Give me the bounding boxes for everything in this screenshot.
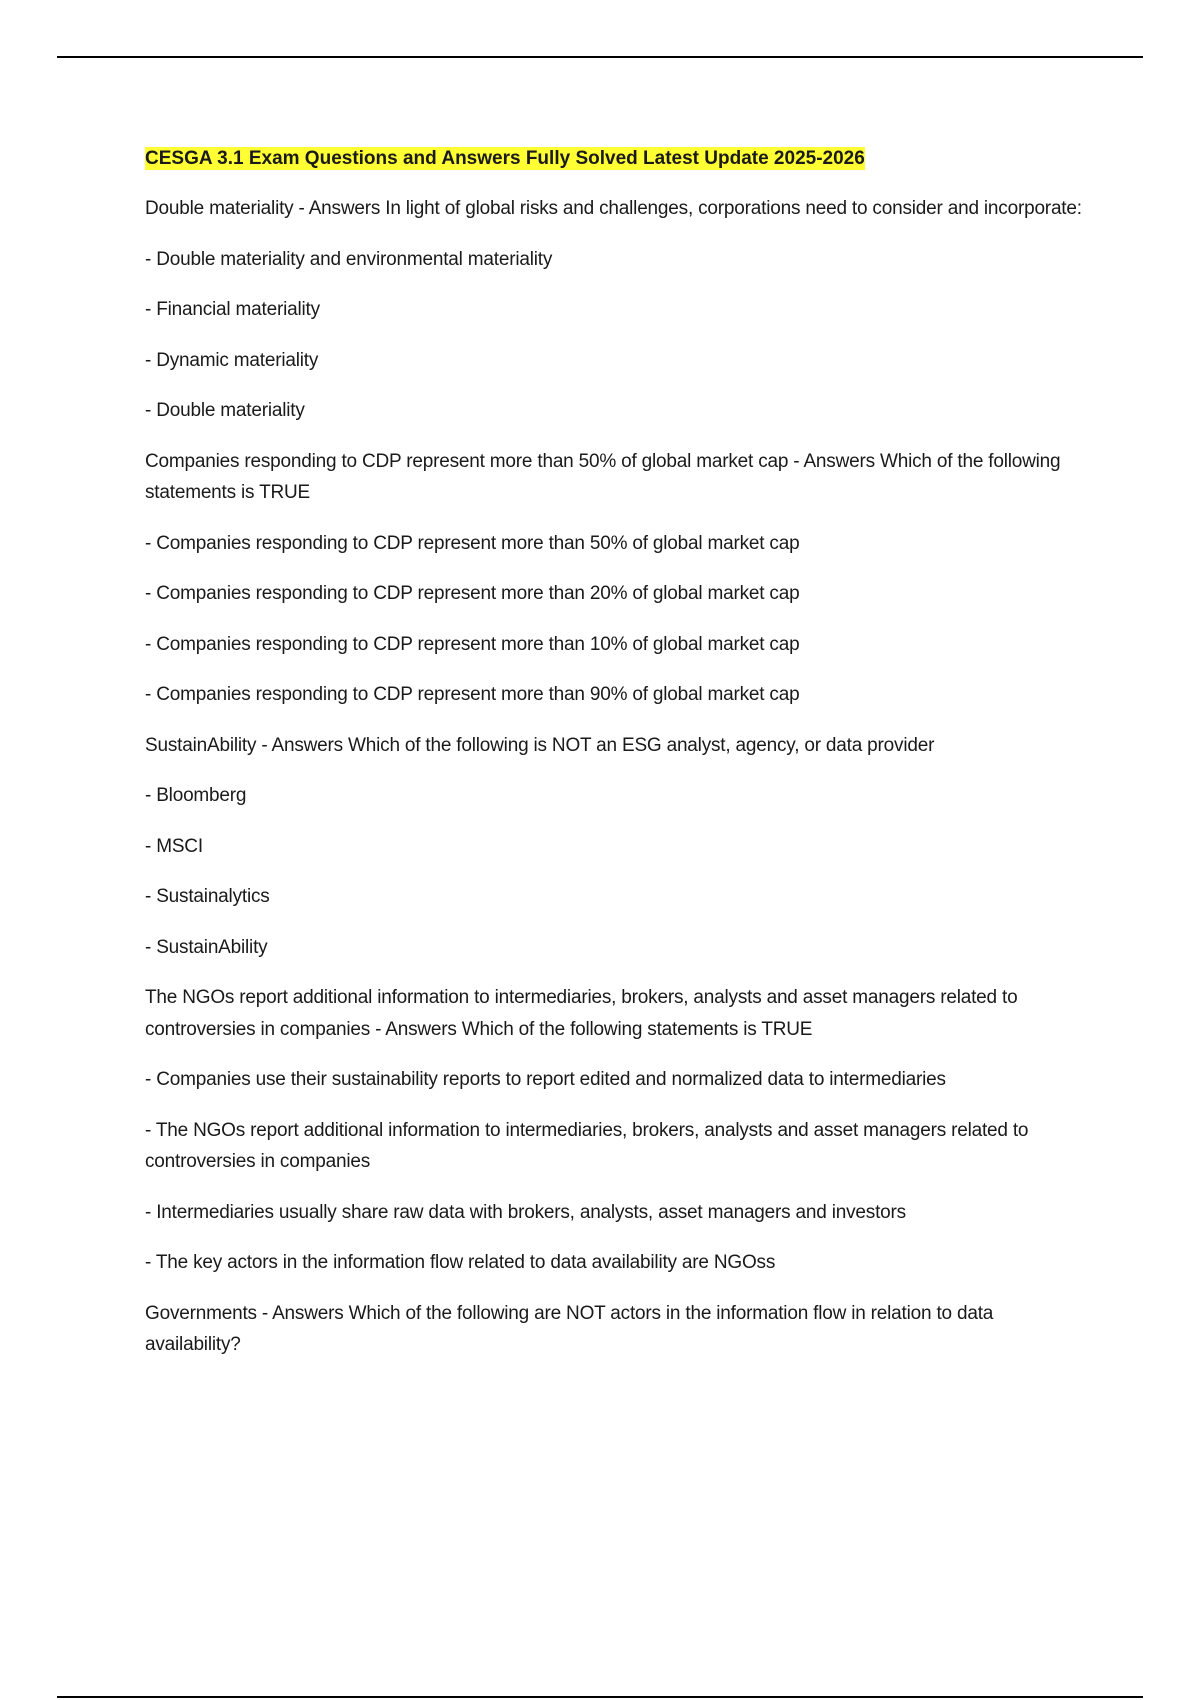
option-4c: - Intermediaries usually share raw data with brokers, analysts, asset managers and investors	[145, 1201, 906, 1223]
option-2a: - Companies responding to CDP represent more than 50% of global market cap	[145, 532, 800, 554]
title-block	[145, 144, 1085, 175]
option-1d: - Double materiality	[145, 400, 305, 421]
question-5: Governments - Answers Which of the following are NOT actors in the information flow in relation to data availability?	[145, 1302, 994, 1355]
option-3c: - Sustainalytics	[145, 886, 270, 907]
option-1c: - Dynamic materiality	[145, 349, 319, 371]
question-2: Companies responding to CDP represent more than 50% of global market cap - Answers Which of the following statements is TRUE	[145, 450, 1061, 503]
bottom-rule	[57, 1696, 1143, 1698]
option-3d: - SustainAbility	[145, 936, 268, 958]
option-3b: - MSCI	[145, 835, 203, 857]
top-rule	[57, 56, 1143, 58]
option-2c: - Companies responding to CDP represent more than 10% of global market cap	[145, 633, 800, 655]
option-4d: - The key actors in the information flow related to data availability are NGOss	[145, 1252, 776, 1273]
document-title: CESGA 3.1 Exam Questions and Answers Fully Solved Latest Update 2025-2026	[145, 148, 865, 169]
document-body	[145, 144, 1085, 1380]
question-3: SustainAbility - Answers Which of the following is NOT an ESG analyst, agency, or data provider	[145, 734, 935, 756]
option-3a: - Bloomberg	[145, 785, 247, 806]
question-1: Double materiality - Answers In light of global risks and challenges, corporations need to consider and incorporate:	[145, 198, 1082, 219]
option-4b: - The NGOs report additional information to intermediaries, brokers, analysts and asset managers related to controversies in companies	[145, 1119, 1029, 1172]
option-1b: - Financial materiality	[145, 299, 320, 320]
option-1a: - Double materiality and environmental materiality	[145, 248, 553, 270]
option-4a: - Companies use their sustainability reports to report edited and normalized data to intermediaries	[145, 1069, 946, 1090]
question-4: The NGOs report additional information to intermediaries, brokers, analysts and asset managers related to controversies in companies - Answers Which of the following statements is TRUE	[145, 987, 1018, 1040]
option-2d: - Companies responding to CDP represent more than 90% of global market cap	[145, 684, 800, 705]
option-2b: - Companies responding to CDP represent more than 20% of global market cap	[145, 583, 800, 604]
